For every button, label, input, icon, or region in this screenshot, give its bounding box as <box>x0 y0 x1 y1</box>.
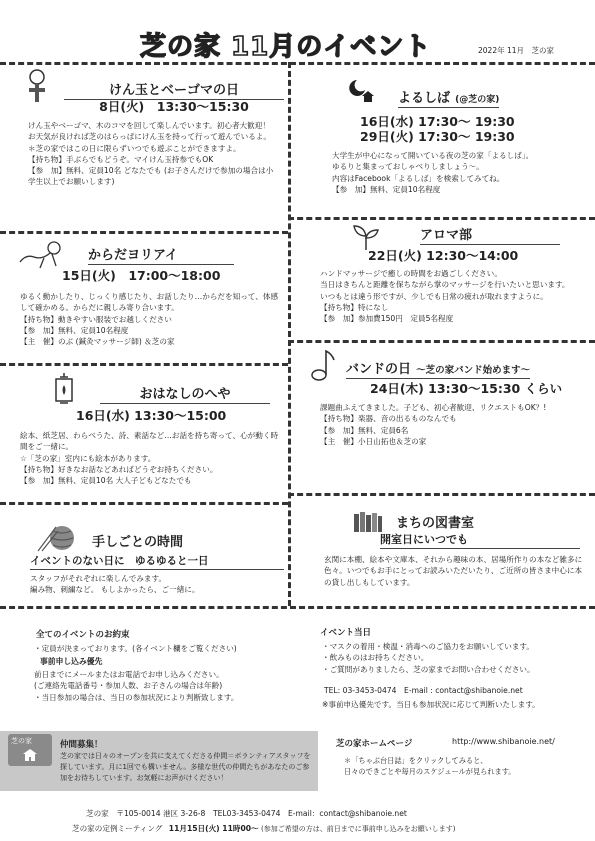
house-icon <box>22 748 38 761</box>
divider <box>0 363 288 366</box>
page-title: 芝の家 11月のイベント <box>140 32 432 62</box>
volunteer-badge-label: 芝の家 <box>11 737 32 745</box>
event-time-yorushiba-1: 16日(水) 17:30〜 19:30 <box>360 114 515 129</box>
homepage-url[interactable]: http://www.shibanoie.net/ <box>452 737 555 746</box>
rules-title: 全てのイベントのお約束 <box>36 630 130 640</box>
homepage-title: 芝の家ホームページ <box>336 739 413 749</box>
event-title-kendama: けん玉とベーゴマの日 <box>64 79 284 100</box>
moon-house-icon <box>348 78 374 104</box>
event-time-aroma: 22日(火) 12:30〜14:00 <box>368 248 519 263</box>
footer-meeting <box>72 823 456 834</box>
event-body-yorushiba: 大学生が中心になって開いている夜の芝の家「よるしば」。 ゆるりと集まっておしゃべりしましょう〜。 内容はFacebook「よるしば」を検索してみてね。 【参 加】無料、定員10名程度 <box>332 151 534 194</box>
volunteer-title: 仲間募集！ <box>60 740 103 750</box>
meeting-label: 芝の家の定例ミーティング <box>72 824 163 833</box>
event-body-band: 課題曲ふえてきました。子ども、初心者歓迎、リクエストもOK？! 【持ち物】楽器、音の出るものなんでも 【参 加】無料、定員6名 【主 催】小日山拓也＆芝の家 <box>320 403 547 446</box>
volunteer-body: 芝の家では日々のオープンを共に支えてくださる仲間＝ボランティアスタッフを探しています。月に1回でも構いません。多様な世代の仲間たちがあなたのご参加をお待ちしています。お気軽にお声がけください！ <box>60 752 311 782</box>
books-icon <box>352 510 384 532</box>
event-body-ohanashi: 絵本、紙芝居、わらべうた、詩、素話など…お話を持ち寄って、心が動く時間をご一緒に。 ☆「芝の家」室内にも絵本があります。 【持ち物】好きなお話などあればどうぞお持ちください。 【参 加】無料、定員10名 大人子どもどなたでも <box>20 431 279 486</box>
divider <box>288 217 595 220</box>
volunteer-badge <box>8 734 52 766</box>
homepage-body: ＊「ちゃぶ台日誌」をクリックしてみると、 日々のできごとや毎月のスケジュールが見られます。 <box>344 756 516 776</box>
event-time-kendama: 8日(火) 13:30〜15:30 <box>99 99 249 114</box>
kendama-icon <box>24 68 52 108</box>
divider <box>0 62 595 65</box>
day-of-contact: TEL: 03-3453-0474 E-mail : contact@shibanoie.net <box>324 686 523 695</box>
meeting-note: (参加ご希望の方は、前日までに事前申し込みをお願いします) <box>261 825 456 833</box>
band-title-suffix: 〜芝の家バンド始めます〜 <box>416 365 531 376</box>
yorushiba-title: よるしば <box>398 91 451 106</box>
event-subtitle-toshoshitsu: 開室日にいつでも <box>380 531 580 549</box>
lantern-icon <box>52 371 76 407</box>
divider <box>0 231 288 234</box>
event-time-ohanashi: 16日(水) 13:30〜15:00 <box>76 408 227 423</box>
event-title-aroma: アロマ部 <box>420 224 560 245</box>
rules-priority: 事前申し込み優先 <box>40 657 103 666</box>
event-body-kendama: けん玉やベーゴマ、木のコマを回して楽しんでいます。初心者大歓迎！ お天気が良ければ芝のはらっぱにけん玉を持って行って遊んでいるよ。 ＊芝の家ではこの日に限らずいつでも遊ぶことができますよ。 【持ち物】手ぶらでもどうぞ。マイけん玉持参でもOK 【参 加】無料、定員10名 どなたでも (お子さんだけで参加の場合は小学生以上でお願いします) <box>28 121 274 187</box>
figure-icon <box>14 240 66 270</box>
meeting-time: 11月15日(火) 11時00〜 <box>168 824 259 833</box>
event-title-yorushiba <box>398 87 499 108</box>
event-body-karada: ゆるく動かしたり、じっくり感じたり、お話したり…からだを知って、体感して確かめる。からだに親しみ寄り合います。 【持ち物】動きやすい服装でお越しください 【参 加】無料、定員10名程度 【主 催】のぶ (鍼灸マッサージ師) ＆芝の家 <box>20 292 279 347</box>
yorushiba-title-suffix: (@芝の家) <box>455 95 500 105</box>
day-of-title: イベント当日 <box>320 628 372 638</box>
divider <box>0 502 288 505</box>
event-time-karada: 15日(火) 17:00〜18:00 <box>62 268 221 283</box>
event-time-yorushiba-2: 29日(火) 17:30〜 19:30 <box>360 129 515 144</box>
divider <box>0 606 595 609</box>
event-body-aroma: ハンドマッサージで癒しの時間をお過ごしください。 当日はきちんと距離を保ちながら掌のマッサージを行いたいと思います。 いつもとは違う形ですが、少しでも日常の疲れが取れますように。 【持ち物】特になし 【参 加】参加費150円 定員5名程度 <box>320 269 570 324</box>
rules-line1: ・定員が決まっております。(各イベント欄をご覧ください) <box>34 644 237 653</box>
day-of-body: ・マスクの着用・検温・消毒へのご協力をお願いしています。 ・飲みものはお持ちください。 ・ご質問がありましたら、芝の家までお問い合わせください。 <box>322 642 535 674</box>
event-time-band: 24日(木) 13:30〜15:30 くらい <box>370 381 563 396</box>
divider <box>288 340 595 343</box>
event-title-toshoshitsu: まちの図書室 <box>396 516 475 531</box>
divider <box>288 62 291 606</box>
event-title-band <box>346 358 530 379</box>
footer-address: 芝の家 〒105-0014 港区 3-26-8 TEL03-3453-0474 E-mail：contact@shibanoie.net <box>86 809 407 818</box>
event-title-ohanashi: おはなしのへや <box>100 383 270 404</box>
band-title: バンドの日 <box>346 362 412 377</box>
event-title-karada: からだヨリアイ <box>88 244 234 265</box>
event-subtitle-teshigoto: イベントのない日に ゆるゆると一日 <box>30 553 284 570</box>
day-of-note: ※事前申込優先です。当日も参加状況に応じて判断いたします。 <box>322 700 540 709</box>
yarn-ball-icon <box>36 521 78 553</box>
issue-date: 2022年 11月 芝の家 <box>478 46 555 55</box>
event-body-teshigoto: スタッフがそれぞれに楽しんでみます。 編み物、刺繍など。 もしよかったら、ご一緒に。 <box>30 574 200 595</box>
rules-details: 前日までにメールまたはお電話でお申し込みください。 (ご連絡先電話番号・参加人数、お子さんの場合は年齢) ・当日参加の場合は、当日の参加状況により判断致します。 <box>34 670 239 702</box>
music-note-icon <box>310 348 336 382</box>
event-title-teshigoto: 手しごとの時間 <box>92 535 184 550</box>
divider <box>288 493 595 496</box>
event-body-toshoshitsu: 玄関に本棚、絵本や文庫本、それから趣味の本、居場所作りの本など雑多に色々。いつでもお手にとってお読みいただいたり、ご近所の皆さま中心に本の貸し出しもしています。 <box>324 555 583 587</box>
